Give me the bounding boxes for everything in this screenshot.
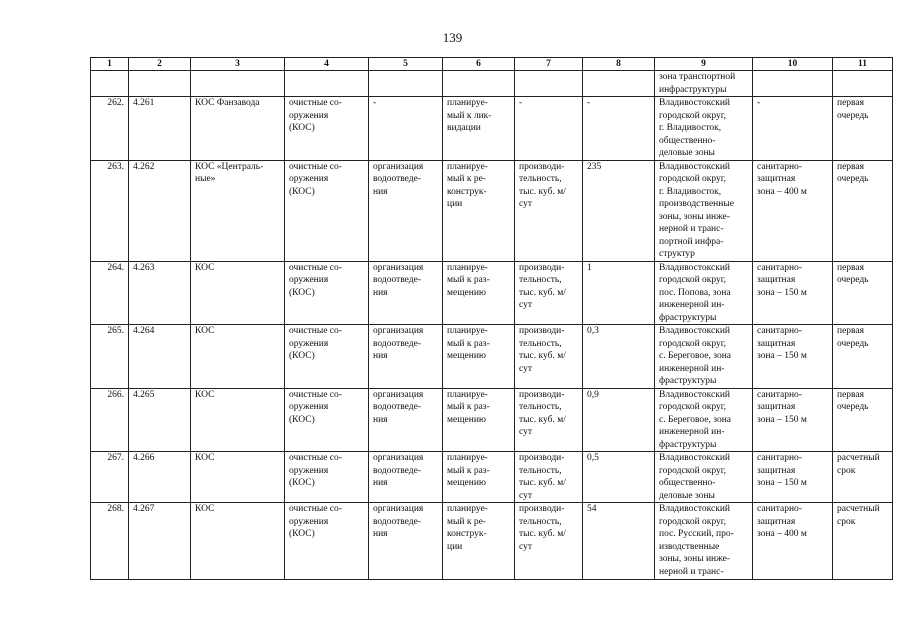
table-cell: первая очередь [833, 97, 893, 161]
table-cell [443, 71, 515, 97]
table-cell: КОС [191, 452, 285, 503]
table-cell: производи- тельность, тыс. куб. м/ сут [515, 325, 583, 389]
table-cell: 262. [91, 97, 129, 161]
table-row [91, 160, 893, 261]
table-cell: санитарно- защитная зона – 400 м [753, 160, 833, 261]
table-cell: очистные со- оружения (КОС) [285, 503, 369, 580]
table-cell: зона транспортной инфраструктуры [655, 71, 753, 97]
table-cell: санитарно- защитная зона – 150 м [753, 261, 833, 325]
table-cell: КОС [191, 503, 285, 580]
table-row [91, 261, 893, 325]
table-cell: планируе- мый к лик- видации [443, 97, 515, 161]
table-cell: - [369, 97, 443, 161]
table-cell: первая очередь [833, 388, 893, 452]
table-cell: - [753, 97, 833, 161]
table-cell: 4.264 [129, 325, 191, 389]
table-cell: 4.267 [129, 503, 191, 580]
table-cell: 0,3 [583, 325, 655, 389]
table-cell [515, 71, 583, 97]
table-cell: 263. [91, 160, 129, 261]
table-cell: планируе- мый к ре- конструк- ции [443, 160, 515, 261]
table-cell: 0,5 [583, 452, 655, 503]
table-cell: планируе- мый к раз- мещению [443, 388, 515, 452]
table-cell: первая очередь [833, 160, 893, 261]
table-cell: планируе- мый к раз- мещению [443, 452, 515, 503]
column-header: 4 [285, 58, 369, 71]
table-row [91, 503, 893, 580]
table-cell: - [583, 97, 655, 161]
table-cell: производи- тельность, тыс. куб. м/ сут [515, 160, 583, 261]
table-cell: 0,9 [583, 388, 655, 452]
table-cell: организация водоотведе- ния [369, 452, 443, 503]
table-cell: Владивостокский городской округ, г. Владивосток, общественно- деловые зоны [655, 97, 753, 161]
table-cell: расчетный срок [833, 503, 893, 580]
table-cell: 264. [91, 261, 129, 325]
table-cell: очистные со- оружения (КОС) [285, 261, 369, 325]
table-cell: очистные со- оружения (КОС) [285, 452, 369, 503]
table-cell: организация водоотведе- ния [369, 160, 443, 261]
table-cell: очистные со- оружения (КОС) [285, 388, 369, 452]
table-cell: 4.261 [129, 97, 191, 161]
table-cell: 265. [91, 325, 129, 389]
column-header: 5 [369, 58, 443, 71]
table-cell: санитарно- защитная зона – 150 м [753, 452, 833, 503]
table-cell: организация водоотведе- ния [369, 261, 443, 325]
column-header: 9 [655, 58, 753, 71]
table-body [91, 71, 893, 580]
table-cell: санитарно- защитная зона – 150 м [753, 388, 833, 452]
table-cell: планируе- мый к раз- мещению [443, 325, 515, 389]
table-cell: Владивостокский городской округ, с. Береговое, зона инженерной ин- фраструктуры [655, 388, 753, 452]
table-cell: первая очередь [833, 261, 893, 325]
table-cell: планируе- мый к раз- мещению [443, 261, 515, 325]
column-header: 1 [91, 58, 129, 71]
column-header: 8 [583, 58, 655, 71]
table-cell: КОС «Централь- ные» [191, 160, 285, 261]
table-cell: очистные со- оружения (КОС) [285, 325, 369, 389]
table-cell: 4.263 [129, 261, 191, 325]
table-cell: Владивостокский городской округ, пос. Попова, зона инженерной ин- фраструктуры [655, 261, 753, 325]
table-cell: очистные со- оружения (КОС) [285, 97, 369, 161]
table-row [91, 97, 893, 161]
table-row [91, 71, 893, 97]
table-cell: КОС [191, 388, 285, 452]
table-row [91, 452, 893, 503]
table-cell: Владивостокский городской округ, г. Владивосток, производственные зоны, зоны инже- нерной и транс- портной инфра- структур [655, 160, 753, 261]
table-cell: Владивостокский городской округ, с. Береговое, зона инженерной ин- фраструктуры [655, 325, 753, 389]
table-cell [191, 71, 285, 97]
column-header: 11 [833, 58, 893, 71]
table-cell: 266. [91, 388, 129, 452]
header-row [91, 58, 893, 71]
table-cell: КОС Фанзавода [191, 97, 285, 161]
table-cell: 4.262 [129, 160, 191, 261]
table-cell: 4.266 [129, 452, 191, 503]
table-cell: производи- тельность, тыс. куб. м/ сут [515, 388, 583, 452]
table-cell: 267. [91, 452, 129, 503]
table-cell [753, 71, 833, 97]
table-cell [285, 71, 369, 97]
table-cell: - [515, 97, 583, 161]
table-cell: очистные со- оружения (КОС) [285, 160, 369, 261]
table-cell [129, 71, 191, 97]
table-row [91, 325, 893, 389]
table-cell: планируе- мый к ре- конструк- ции [443, 503, 515, 580]
table-cell: Владивостокский городской округ, общественно- деловые зоны [655, 452, 753, 503]
table-cell: организация водоотведе- ния [369, 388, 443, 452]
table-cell [369, 71, 443, 97]
column-header: 2 [129, 58, 191, 71]
column-header: 6 [443, 58, 515, 71]
table-cell: 268. [91, 503, 129, 580]
table-cell: КОС [191, 325, 285, 389]
facilities-table [90, 57, 893, 580]
table-cell [583, 71, 655, 97]
table-cell [91, 71, 129, 97]
table-cell: организация водоотведе- ния [369, 325, 443, 389]
table-row [91, 388, 893, 452]
table-cell: санитарно- защитная зона – 150 м [753, 325, 833, 389]
column-header: 7 [515, 58, 583, 71]
table-cell: КОС [191, 261, 285, 325]
table-cell [833, 71, 893, 97]
table-cell: 235 [583, 160, 655, 261]
table-cell: производи- тельность, тыс. куб. м/ сут [515, 452, 583, 503]
table-cell: организация водоотведе- ния [369, 503, 443, 580]
table-cell: 54 [583, 503, 655, 580]
column-header: 3 [191, 58, 285, 71]
table-cell: расчетный срок [833, 452, 893, 503]
table-cell: производи- тельность, тыс. куб. м/ сут [515, 503, 583, 580]
column-header: 10 [753, 58, 833, 71]
table-cell: санитарно- защитная зона – 400 м [753, 503, 833, 580]
table-cell: 4.265 [129, 388, 191, 452]
table-cell: производи- тельность, тыс. куб. м/ сут [515, 261, 583, 325]
table-cell: первая очередь [833, 325, 893, 389]
table-cell: Владивостокский городской округ, пос. Русский, про- изводственные зоны, зоны инже- нерной и транс- [655, 503, 753, 580]
page-number: 139 [442, 30, 463, 45]
table-cell: 1 [583, 261, 655, 325]
table-header [91, 58, 893, 71]
